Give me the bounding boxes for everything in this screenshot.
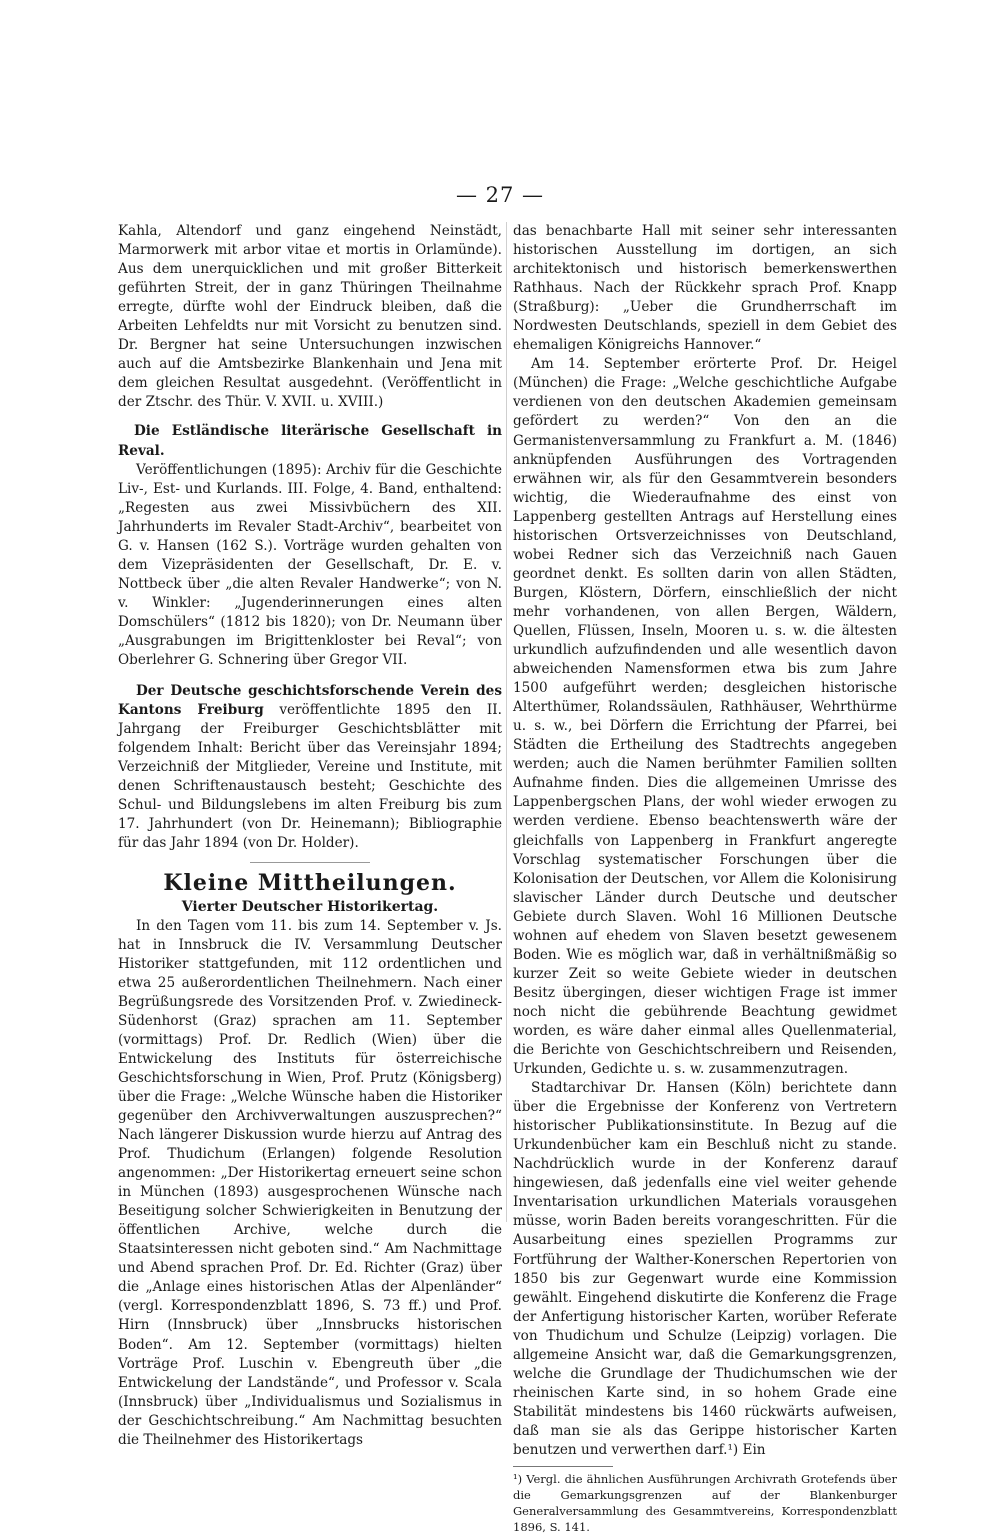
paragraph-historikertag: In den Tagen vom 11. bis zum 14. September v. Js. hat in Innsbruck die IV. Versammlung Deutscher Historiker stattgefunden, mit 112 ordentlichen und etwa 25 außerordentlichen Theilnehmern. Nach einer Begrüßungsrede des Vorsitzenden Prof. v. Zwiedineck-Südenhorst (Graz) sprachen am 11. September (vormittags) Prof. Dr. Redlich (Wien) über die Entwickelung des Instituts für österreichische Geschichtsforschung in Wien, Prof. Prutz (Königsberg) über die Frage: „Welche Wünsche haben die Historiker gegenüber den Archivverwaltungen auszusprechen?“ Nach längerer Diskussion wurde hierzu auf Antrag des Prof. Thudichum (Erlangen) folgende Resolution angenommen: „Der Historikertag erneuert seine schon in München (1893) ausgesprochenen Wünsche nach Beseitigung solcher Schwierigkeiten in Benutzung der öffentlichen Archive, welche durch die Staatsinteressen nicht geboten sind.“ Am Nachmittage und Abend sprachen Prof. Dr. Ed. Richter (Graz) über die „Anlage eines historischen Atlas der Alpenländer“ (vergl. Korrespondenzblatt 1896, S. 73 ff.) und Prof. Hirn (Innsbruck) über „Innsbrucks historischen Boden“. Am 12. September (vormittags) hielten Vorträge Prof. Luschin v. Ebengreuth über „die Entwickelung der Landstände“, und Professor v. Scala (Innsbruck) über „Individualismus und Sozialismus in der Geschichtschreibung.“ Am Nachmittag besuchten die Theilnehmer des Historikertags bbox=[118, 917, 502, 1448]
right-column bbox=[513, 222, 897, 1535]
paragraph-hall-exhibition: das benachbarte Hall mit seiner sehr interessanten historischen Ausstellung im dortigen, an sich architektonisch und historisch bemerkenswerthen Rathhaus. Nach der Rückkehr sprach Prof. Knapp (Straßburg): „Ueber die Grundherrschaft im Nordwesten Deutschlands, speziell in dem Gebiet des ehemaligen Königreichs Hannover.“ bbox=[513, 223, 897, 354]
page-number: — 27 — bbox=[455, 183, 545, 207]
footnote: ¹) Vergl. die ähnlichen Ausführungen Archivrath Grotefends über die Gemarkungsgrenzen auf der Blankenburger Generalversammlung des Gesammtvereins, Korrespondenzblatt 1896, S. 141. bbox=[513, 1472, 897, 1535]
paragraph-estlaendische-publications: Veröffentlichungen (1895): Archiv für die Geschichte Liv-, Est- und Kurlands. III. Folge, 4. Band, enthaltend: „Regesten aus zwei Missivbüchern des XII. Jahrhunderts im Revaler Stadt-Archiv“, bearbeitet von G. v. Hansen (162 S.). Vorträge wurden gehalten von dem Vizepräsidenten der Gesellschaft, Dr. E. v. Nottbeck über „die alten Revaler Handwerke“; von N. v. Winkler: „Jugenderinnerungen eines alten Domschülers“ (1812 bis 1820); von Dr. Neumann über „Ausgrabungen im Brigittenkloster bei Reval“; von Oberlehrer G. Schnering über Gregor VII. bbox=[118, 461, 502, 669]
paragraph-heigel-lecture: Am 14. September erörterte Prof. Dr. Heigel (München) die Frage: „Welche geschichtliche Aufgabe verdienen von den deutschen Akademien gemeinsam gefördert zu werden?“ Von den an die Germanistenversammlung zu Frankfurt a. M. (1846) anknüpfenden Ausführungen des Vortragenden erwähnen wir, als für den Gesammtverein besonders wichtig, die Wiederaufnahme des einst von Lappenberg gestellten Antrags auf Herstellung eines historischen Ortsverzeichnisses von Deutschland, wobei Redner sich das Verzeichniß nach Gauen geordnet denkt. Es sollten darin von allen Städten, Burgen, Klöstern, Dörfern, einschließlich der nicht mehr vorhandenen, von allen Bergen, Wäldern, Quellen, Flüssen, Inseln, Mooren u. s. w. die ältesten urkundlich aufzufindenden und alle wesentlich davon abweichenden Namensformen etwa bis zum Jahre 1500 aufgeführt werden; desgleichen historische Alterthümer, Rolandssäulen, Rathhäuser, Wehrthürme u. s. w., bei Dörfern die Errichtung der Pfarrei, bei Städten die Ertheilung des Stadtrechts angegeben werden; auch die Namen berühmter Familien sollten Aufnahme finden. Dies die allgemeinen Umrisse des Lappenbergschen Plans, der wohl wieder erwogen zu werden verdiene. Ebenso beachtenswerth wäre der gleichfalls von Lappenberg in Frankfurt angeregte Vorschlag systematischer Forschungen über die Kolonisation der Deutschen, vor Allem die Kolonisirung slavischer Länder durch Deutsche und deutscher Gebiete durch Slaven. Wohl 16 Millionen Deutsche wohnen auf ehedem von Slaven besetzt gewesenem Boden. Wie es möglich war, daß in verhältnißmäßig so kurzer Zeit so weite Gebiete wieder in deutschen Besitz übergingen, dieser wichtigen Frage ist immer noch nicht die gebührende Beachtung gewidmet worden, es wäre daher einmal alles Quellenmaterial, die Berichte von Geschichtschreibern und Reisenden, Urkunden, Gedichte u. s. w. zusammenzutragen. bbox=[513, 356, 897, 1078]
section-title-kleine-mittheilungen: Kleine Mittheilungen. bbox=[163, 869, 457, 896]
heading-freiburg-verein: Der Deutsche geschichtsforschende Verein des Kantons Freiburg bbox=[118, 683, 502, 719]
paragraph-freiburg-text: veröffentlichte 1895 den II. Jahrgang der Freiburger Geschichtsblätter mit folgendem Inhalt: Bericht über das Vereinsjahr 1894; Verzeichniß der Mitglieder, Vereine und Institute, mit denen Schriftenaustausch besteht; Geschichte des Schul- und Bildungslebens im alten Freiburg bis zum 17. Jahrhundert (von Dr. Heinemann); Bibliographie für das Jahr 1894 (von Dr. Holder). bbox=[118, 702, 502, 852]
column-divider bbox=[506, 222, 507, 1222]
spacer bbox=[118, 670, 502, 682]
paragraph-hansen-report: Stadtarchivar Dr. Hansen (Köln) berichtete dann über die Ergebnisse der Konferenz von Vertretern historischer Publikationsinstitute. In Bezug auf die Urkundenbücher kam ein Beschluß nicht zu stande. Nachdrücklich wurde in der Konferenz darauf hingewiesen, daß jedenfalls eine viel weiter gehende Inventarisation urkundlichen Materials vorausgehen müsse, worin Baden bereits vorangeschritten. Für die Ausarbeitung eines speziellen Programms zur Fortführung der Walther-Konerschen Repertorien von 1850 bis zur Gegenwart wurde eine Kommission gewählt. Eingehend diskutirte die Konferenz die Frage der Anfertigung historischer Karten, worüber Referate von Thudichum und Schulze (Leipzig) vorlagen. Die allgemeine Ansicht war, daß die Gemarkungsgrenzen, welche die Grundlage der Thudichumschen wie der rheinischen Karte sind, in so hohem Grade eine Stabilität mindestens bis 1460 rückwärts aufweisen, daß man sie als das Gerippe historischer Karten benutzen und verwerthen darf.¹) Ein bbox=[513, 1080, 897, 1458]
footnote-divider bbox=[513, 1466, 613, 1467]
section-divider bbox=[250, 862, 370, 863]
left-column bbox=[118, 222, 502, 1450]
paragraph-lehfeldt-dispute: Kahla, Altendorf und ganz eingehend Neinstädt, Marmorwerk mit arbor vitae et mortis in Orlamünde). Aus dem unerquicklichen und mit großer Bitterkeit geführten Streit, der in ganz Thüringen Theilnahme erregte, dürfte wohl der Eindruck bleiben, daß die Arbeiten Lehfeldts nur mit Vorsicht zu benutzen sind. Dr. Bergner hat seine Untersuchungen inzwischen auch auf die Amtsbezirke Blankenhain und Jena mit dem gleichen Resultat ausgedehnt. (Veröffentlicht in der Ztschr. des Thür. V. XVII. u. XVIII.) bbox=[118, 223, 502, 411]
heading-estlaendische-gesellschaft: Die Estländische literärische Gesellschaft in Reval. bbox=[118, 423, 502, 459]
subsection-title-historikertag: Vierter Deutscher Historikertag. bbox=[181, 898, 439, 915]
paragraph-freiburg-verein bbox=[118, 682, 502, 853]
